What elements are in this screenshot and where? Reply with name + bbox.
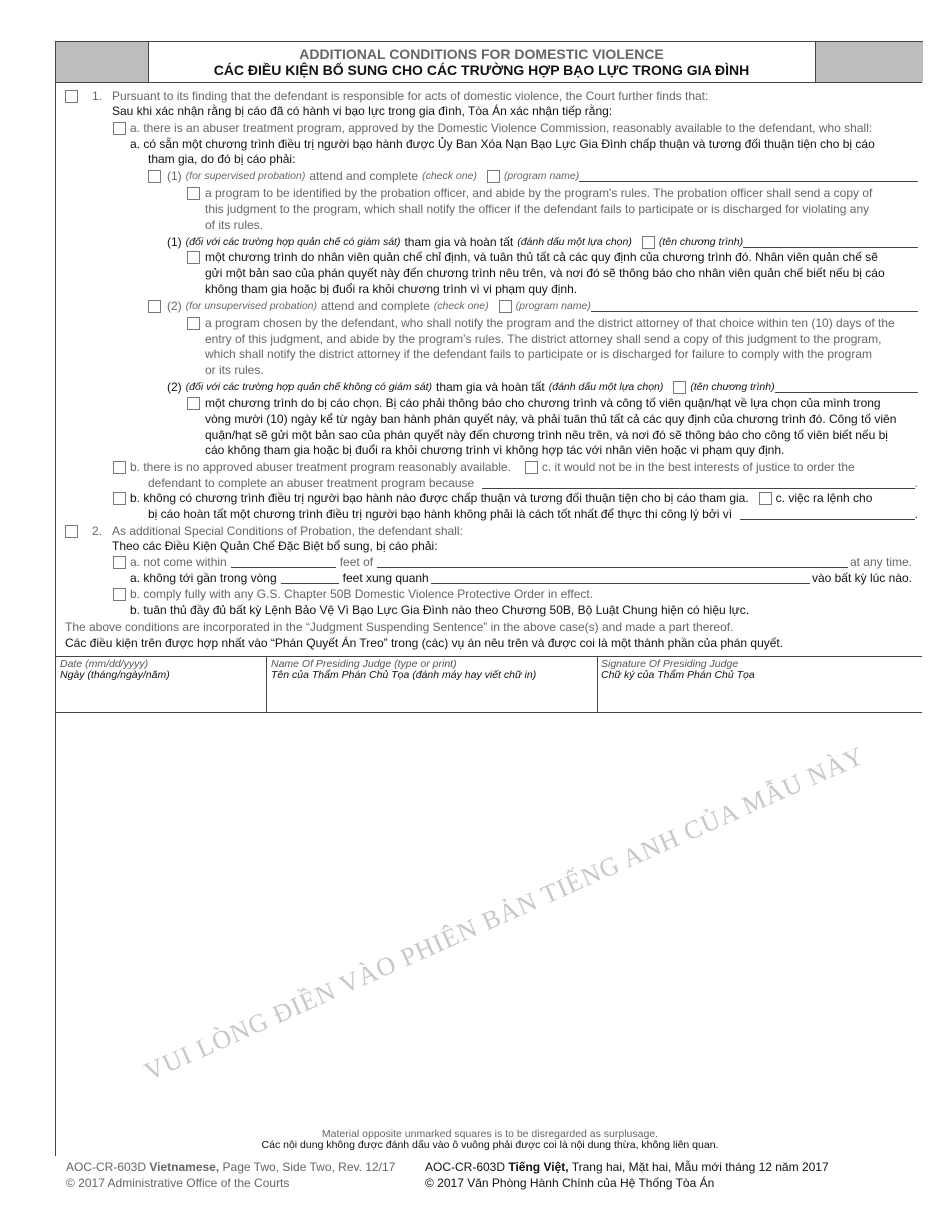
title-english: ADDITIONAL CONDITIONS FOR DOMESTIC VIOLENCE xyxy=(299,46,664,62)
s1a1-officer-program-checkbox[interactable] xyxy=(187,187,200,200)
s1b-vi-checkbox[interactable] xyxy=(113,492,126,505)
s1c-reason-field[interactable] xyxy=(482,477,914,489)
header-right-shade xyxy=(815,42,923,82)
copyright-en: © 2017 Administrative Office of the Courts xyxy=(66,1176,290,1190)
verb: attend and complete xyxy=(309,169,419,183)
s1c-checkbox[interactable] xyxy=(525,461,538,474)
s1a2-vi-defendant-program-checkbox[interactable] xyxy=(187,397,200,410)
item-number: (2) xyxy=(167,299,182,313)
form-language: Tiếng Việt, xyxy=(508,1160,569,1174)
s2a-text-vi-end: vào bất kỳ lúc nào. xyxy=(811,571,912,585)
item-number: (1) xyxy=(167,235,182,249)
s1a2-checkbox[interactable] xyxy=(148,300,161,313)
option-text: vòng mười (10) ngày kể từ ngày ban hành phán quyết này, và phải tuân thủ tất cả các quy định của chương trình đó. Công tố viên xyxy=(205,412,897,426)
copyright-vi: © 2017 Văn Phòng Hành Chính của Hệ Thống Tòa Án xyxy=(425,1176,715,1190)
footnote-vi: Các nội dung không được đánh dấu vào ô vuông phải được coi là nội dung thừa, không liên quan. xyxy=(261,1139,719,1151)
option-text: entry of this judgment, and abide by the program's rules. The district attorney shall send a copy of this judgment to the program, xyxy=(205,332,882,346)
s2a-text-vi-feet: feet xung quanh xyxy=(342,571,429,585)
s1a1-line-vi xyxy=(167,235,918,250)
check-one-note: (check one) xyxy=(433,300,489,312)
left-border xyxy=(55,41,56,1156)
s1c-vi-reason-field[interactable] xyxy=(740,508,915,520)
s1a1-program-name-checkbox[interactable] xyxy=(487,170,500,183)
s1a1-vi-officer-program-checkbox[interactable] xyxy=(187,251,200,264)
judge-name-label-vi: Tên của Thẩm Phán Chủ Tọa (đánh máy hay viết chữ in) xyxy=(271,669,537,681)
item-number: (1) xyxy=(167,169,182,183)
s1c-text-en: c. it would not be in the best interests of justice to order the xyxy=(541,460,855,474)
footer-form-vi xyxy=(425,1160,829,1175)
s1b-text-en: b. there is no approved abuser treatment program reasonably available. xyxy=(130,460,511,474)
s1a1-line-en xyxy=(167,169,918,184)
form-language: Vietnamese, xyxy=(149,1160,220,1174)
judge-signature-label-vi: Chữ ký của Thẩm Phán Chủ Tọa xyxy=(601,669,755,681)
form-code: AOC-CR-603D xyxy=(425,1160,506,1174)
s1bc-line-en xyxy=(130,460,855,475)
signature-top-border xyxy=(55,656,922,657)
header-bottom-border xyxy=(55,82,922,83)
check-one-note: (đánh dấu một lựa chọn) xyxy=(548,381,664,393)
program-name-label-vi: (tên chương trình) xyxy=(658,236,744,248)
section-1-text-en: Pursuant to its finding that the defendant is responsible for acts of domestic violence, the Court further finds that: xyxy=(112,89,709,103)
date-field[interactable] xyxy=(56,682,265,711)
verb: tham gia và hoàn tất xyxy=(436,380,545,394)
verb: attend and complete xyxy=(321,299,430,313)
verb: tham gia và hoàn tất xyxy=(404,235,514,249)
qualifier: (đối với các trường hợp quản chế có giám sát) xyxy=(185,236,401,248)
s2b-text-en: b. comply fully with any G.S. Chapter 50B Domestic Violence Protective Order in effect. xyxy=(130,587,594,601)
s1a2-defendant-program-checkbox[interactable] xyxy=(187,317,200,330)
form-code: AOC-CR-603D xyxy=(66,1160,147,1174)
s1c-text-vi-cont: bị cáo hoàn tất một chương trình điều trị người bạo hành không phải là cách tốt nhất để thực thi công lý bởi vì xyxy=(148,507,733,521)
option-text: or its rules. xyxy=(205,363,264,377)
judge-name-label-en: Name Of Presiding Judge (type or print) xyxy=(271,658,457,670)
signature-bottom-border xyxy=(55,712,922,713)
s1b-checkbox[interactable] xyxy=(113,461,126,474)
option-text: không tham gia hoặc bị đuổi ra khỏi chương trình vì vi phạm quy định. xyxy=(205,282,578,296)
s1c-line-en-cont xyxy=(148,476,918,491)
s1c-vi-checkbox[interactable] xyxy=(759,492,772,505)
s2b-checkbox[interactable] xyxy=(113,588,126,601)
incorporation-text-en: The above conditions are incorporated in the “Judgment Suspending Sentence” in the above case(s) and made a part thereof. xyxy=(65,620,734,634)
header-left-shade xyxy=(56,42,149,82)
s2a-line-vi xyxy=(130,571,912,586)
incorporation-text-vi: Các điều kiện trên được hợp nhất vào “Phán Quyết Án Treo” trong (các) vụ án nêu trên và được coi là một thành phần của phán quyết. xyxy=(65,636,784,650)
section-1-checkbox[interactable] xyxy=(65,90,78,103)
program-name-field-vi[interactable] xyxy=(775,381,918,393)
s1c-text-vi: c. việc ra lệnh cho xyxy=(775,491,873,505)
program-name-label-vi: (tên chương trình) xyxy=(690,381,775,393)
program-name-field[interactable] xyxy=(579,170,918,182)
header-top-border xyxy=(55,41,922,42)
program-name-label: (program name) xyxy=(503,170,580,182)
qualifier: (for unsupervised probation) xyxy=(185,300,317,312)
section-2-text-en: As additional Special Conditions of Probation, the defendant shall: xyxy=(112,524,463,538)
s1a2-line-vi xyxy=(167,380,918,395)
qualifier: (đối với các trường hợp quản chế không có giám sát) xyxy=(185,381,432,393)
s1a-checkbox[interactable] xyxy=(113,122,126,135)
s2b-text-vi: b. tuân thủ đầy đủ bất kỳ Lệnh Bảo Vệ Vì Bạo Lực Gia Đình nào theo Chương 50B, Bộ Luật Chung hiện có hiệu lực. xyxy=(130,603,750,617)
person-place-field-vi[interactable] xyxy=(431,572,810,584)
s1bc-line-vi xyxy=(130,491,872,506)
s1c-line-vi-cont xyxy=(148,507,918,522)
judge-signature-field[interactable] xyxy=(598,682,921,711)
option-text: a program to be identified by the probation officer, and abide by the program's rules. The probation officer shall send a copy of xyxy=(205,186,873,200)
program-name-label: (program name) xyxy=(515,300,591,312)
s1a-text-vi: a. có sẵn một chương trình điều trị người bạo hành được Ủy Ban Xóa Nạn Bạo Lực Gia Đình chấp thuận và tương đối thuận tiện cho bị cáo xyxy=(130,137,875,151)
s2a-checkbox[interactable] xyxy=(113,556,126,569)
option-text: quận/hạt sẽ gửi một bản sao của phán quyết này đến chương trình nêu trên, và nơi đó sẽ thông báo cho công tố viên biết nếu bị xyxy=(205,428,888,442)
s2a-text-vi: a. không tới gần trong vòng xyxy=(130,571,277,585)
s2a-text-en-feet: feet of xyxy=(339,555,374,569)
s1a-text-en: a. there is an abuser treatment program, approved by the Domestic Violence Commission, reasonably available to the defendant, who shall: xyxy=(130,121,873,135)
qualifier: (for supervised probation) xyxy=(185,170,306,182)
option-text: cáo không tham gia hoặc bị đuổi ra khỏi chương trình vì không hợp tác với nhân viên hoặc vi phạm quy định. xyxy=(205,443,785,457)
section-2-number: 2. xyxy=(92,524,103,538)
option-text: một chương trình do bị cáo chọn. Bị cáo phải thông báo cho chương trình và công tố viên quận/hạt về lựa chọn của mình trong xyxy=(205,396,881,410)
section-2-checkbox[interactable] xyxy=(65,525,78,538)
s1a1-checkbox[interactable] xyxy=(148,170,161,183)
title-vietnamese: CÁC ĐIỀU KIỆN BỔ SUNG CHO CÁC TRƯỜNG HỢP BẠO LỰC TRONG GIA ĐÌNH xyxy=(213,62,750,78)
s1a2-program-name-checkbox[interactable] xyxy=(499,300,512,313)
option-text: một chương trình do nhân viên quản chế chỉ định, và tuân thủ tất cả các quy định của chương trình đó. Nhân viên quản chế sẽ xyxy=(205,250,878,264)
judge-name-field[interactable] xyxy=(267,682,596,711)
s1a1-vi-program-name-checkbox[interactable] xyxy=(642,236,655,249)
check-one-note: (check one) xyxy=(422,170,477,182)
footer-form-en xyxy=(66,1160,395,1175)
section-1-number: 1. xyxy=(92,89,103,103)
period: . xyxy=(914,476,918,490)
distance-field[interactable] xyxy=(231,556,336,568)
s2a-text-en-end: at any time. xyxy=(849,555,912,569)
date-label-en: Date (mm/dd/yyyy) xyxy=(60,658,149,670)
check-one-note: (đánh dấu một lựa chọn) xyxy=(517,236,632,248)
s1c-text-en-cont: defendant to complete an abuser treatment program because xyxy=(148,476,475,490)
option-text: gửi một bản sao của phán quyết này đến chương trình nêu trên, và nơi đó sẽ thông báo cho nhân viên quản chế biết nếu bị cáo xyxy=(205,266,885,280)
form-page-info: Page Two, Side Two, Rev. 12/17 xyxy=(222,1160,396,1174)
footnote-en: Material opposite unmarked squares is to be disregarded as surplusage. xyxy=(321,1128,659,1140)
option-text: which shall notify the district attorney if the defendant fails to participate or is discharged for failure to comply with the program xyxy=(205,347,872,361)
option-text: a program chosen by the defendant, who shall notify the program and the district attorney of that choice within ten (10) days of the xyxy=(205,316,895,330)
section-1-text-vi: Sau khi xác nhận rằng bị cáo đã có hành vi bạo lực trong gia đình, Tòa Án xác nhận tiếp rằng: xyxy=(112,104,613,118)
form-page-info: Trang hai, Mặt hai, Mẫu mới tháng 12 năm 2017 xyxy=(571,1160,829,1174)
item-number: (2) xyxy=(167,380,182,394)
s1a2-vi-program-name-checkbox[interactable] xyxy=(673,381,686,394)
s2a-text-en: a. not come within xyxy=(130,555,227,569)
option-text: this judgment to the program, which shall notify the officer if the defendant fails to participate or is discharged for violating any xyxy=(205,202,870,216)
distance-field-vi[interactable] xyxy=(281,572,339,584)
person-place-field[interactable] xyxy=(377,556,848,568)
date-label-vi: Ngày (tháng/ngày/năm) xyxy=(60,669,170,681)
judge-signature-label-en: Signature Of Presiding Judge xyxy=(601,658,739,670)
watermark: VUI LÒNG ĐIỀN VÀO PHIÊN BẢN TIẾNG ANH CỦA MẪU NÀY xyxy=(140,740,869,1087)
s1a-text-vi-cont: tham gia, do đó bị cáo phải: xyxy=(148,152,296,166)
s1a2-line-en xyxy=(167,299,918,314)
period: . xyxy=(914,507,918,521)
program-name-field-vi[interactable] xyxy=(743,236,918,248)
s2a-line-en xyxy=(130,555,912,570)
section-2-text-vi: Theo các Điều Kiện Quản Chế Đặc Biệt bổ sung, bị cáo phải: xyxy=(112,539,438,553)
s1b-text-vi: b. không có chương trình điều trị người bạo hành nào được chấp thuận và tương đối thuận tiện cho bị cáo tham gia. xyxy=(130,491,749,505)
program-name-field[interactable] xyxy=(591,300,918,312)
option-text: of its rules. xyxy=(205,218,264,232)
